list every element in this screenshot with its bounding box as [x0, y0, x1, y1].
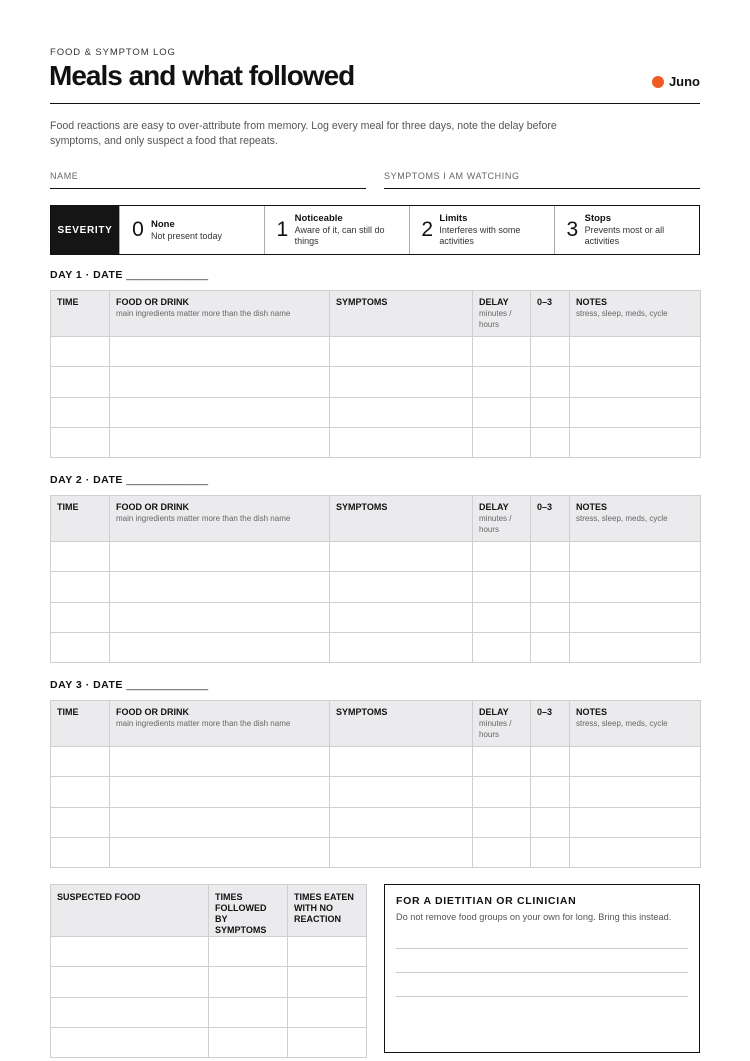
table-cell[interactable] — [570, 337, 701, 367]
table-cell[interactable] — [51, 427, 110, 457]
severity-scale — [50, 205, 700, 255]
table-cell[interactable] — [330, 572, 473, 602]
table-cell[interactable] — [570, 777, 701, 807]
table-cell[interactable] — [570, 632, 701, 662]
page-title: Meals and what followed — [49, 60, 355, 91]
table-cell[interactable] — [473, 367, 531, 397]
severity-number: 0 — [132, 218, 144, 241]
col-severity: 0–3 — [531, 291, 570, 337]
table-cell[interactable] — [51, 632, 110, 662]
table-cell[interactable] — [570, 807, 701, 837]
table-cell[interactable] — [110, 427, 330, 457]
brand-logo — [652, 74, 700, 89]
table-cell[interactable] — [51, 572, 110, 602]
table-cell[interactable] — [110, 837, 330, 867]
severity-description: Aware of it, can still do things — [294, 225, 385, 246]
table-cell[interactable] — [110, 807, 330, 837]
col-time: TIME — [51, 496, 110, 542]
table-cell[interactable] — [288, 1027, 367, 1057]
col-notes: NOTES stress, sleep, meds, cycle — [570, 701, 701, 747]
day-label-text: DAY 3 · DATE — [50, 679, 123, 691]
table-cell[interactable] — [473, 427, 531, 457]
table-cell[interactable] — [531, 777, 570, 807]
table-cell[interactable] — [570, 747, 701, 777]
table-row — [51, 572, 701, 602]
symptoms-field-label: SYMPTOMS I AM WATCHING — [384, 171, 520, 181]
table-cell[interactable] — [531, 837, 570, 867]
table-cell[interactable] — [531, 807, 570, 837]
severity-description: Interferes with some activities — [439, 225, 521, 246]
col-suspected-food: SUSPECTED FOOD — [51, 885, 209, 937]
severity-label: Stops — [584, 213, 611, 224]
table-cell[interactable] — [51, 777, 110, 807]
table-row — [51, 997, 367, 1027]
severity-description: Prevents most or all activities — [584, 225, 665, 246]
severity-number: 1 — [276, 218, 289, 241]
table-cell[interactable] — [531, 632, 570, 662]
table-cell[interactable] — [330, 807, 473, 837]
table-cell[interactable] — [51, 837, 110, 867]
table-cell[interactable] — [330, 602, 473, 632]
writing-line[interactable] — [396, 972, 688, 973]
table-cell[interactable] — [330, 837, 473, 867]
table-cell[interactable] — [51, 397, 110, 427]
severity-label: Limits — [439, 213, 468, 224]
table-row — [51, 427, 701, 457]
severity-level-0 — [119, 206, 264, 254]
writing-line[interactable] — [396, 996, 688, 997]
table-row — [51, 337, 701, 367]
table-cell[interactable] — [330, 367, 473, 397]
table-cell[interactable] — [570, 427, 701, 457]
severity-level-2 — [409, 206, 554, 254]
col-time: TIME — [51, 291, 110, 337]
col-time: TIME — [51, 701, 110, 747]
clinician-title: FOR A DIETITIAN OR CLINICIAN — [396, 895, 577, 907]
date-blank: ______________ — [126, 269, 209, 281]
symptoms-watching-field[interactable] — [384, 171, 700, 189]
table-cell[interactable] — [330, 747, 473, 777]
severity-number: 3 — [566, 218, 579, 241]
table-cell[interactable] — [51, 967, 209, 997]
table-cell[interactable] — [330, 542, 473, 572]
date-blank: ______________ — [126, 474, 209, 486]
date-blank: ______________ — [126, 679, 209, 691]
table-cell[interactable] — [51, 1027, 209, 1057]
table-cell[interactable] — [51, 997, 209, 1027]
table-cell[interactable] — [51, 337, 110, 367]
table-cell[interactable] — [473, 632, 531, 662]
table-row — [51, 777, 701, 807]
form-eyebrow: FOOD & SYMPTOM LOG — [50, 47, 176, 58]
table-cell[interactable] — [473, 572, 531, 602]
table-cell[interactable] — [330, 337, 473, 367]
table-row — [51, 602, 701, 632]
table-cell[interactable] — [570, 397, 701, 427]
day-2-label — [50, 474, 208, 486]
table-row — [51, 807, 701, 837]
table-cell[interactable] — [209, 997, 288, 1027]
table-cell[interactable] — [531, 542, 570, 572]
day-2-log-table — [50, 495, 701, 663]
table-cell[interactable] — [330, 397, 473, 427]
table-cell[interactable] — [570, 572, 701, 602]
table-cell[interactable] — [330, 427, 473, 457]
table-cell[interactable] — [110, 777, 330, 807]
severity-level-1 — [264, 206, 409, 254]
table-row — [51, 837, 701, 867]
table-cell[interactable] — [531, 602, 570, 632]
table-row — [51, 747, 701, 777]
table-cell[interactable] — [51, 747, 110, 777]
table-cell[interactable] — [531, 572, 570, 602]
table-cell[interactable] — [51, 367, 110, 397]
day-label-text: DAY 2 · DATE — [50, 474, 123, 486]
col-symptoms: SYMPTOMS — [330, 291, 473, 337]
table-cell[interactable] — [110, 632, 330, 662]
day-1-log-table — [50, 290, 701, 458]
table-cell[interactable] — [110, 572, 330, 602]
name-field[interactable] — [50, 171, 366, 189]
col-delay: DELAY minutes / hours — [473, 701, 531, 747]
suspected-food-table — [50, 884, 367, 1058]
severity-label: Noticeable — [294, 213, 343, 224]
table-cell[interactable] — [473, 602, 531, 632]
table-cell[interactable] — [531, 337, 570, 367]
clinician-notes-box — [384, 884, 700, 1053]
table-cell[interactable] — [531, 397, 570, 427]
table-cell[interactable] — [473, 397, 531, 427]
table-cell[interactable] — [110, 747, 330, 777]
table-cell[interactable] — [288, 997, 367, 1027]
col-times-followed: TIMES FOLLOWED BY SYMPTOMS — [209, 885, 288, 937]
day-3-label — [50, 679, 208, 691]
col-severity: 0–3 — [531, 496, 570, 542]
severity-label: None — [151, 218, 175, 230]
table-cell[interactable] — [531, 367, 570, 397]
brand-dot-icon — [652, 76, 664, 88]
clinician-subtitle: Do not remove food groups on your own for long. Bring this instead. — [396, 912, 672, 922]
day-1-label — [50, 269, 208, 281]
col-notes: NOTES stress, sleep, meds, cycle — [570, 496, 701, 542]
table-cell[interactable] — [110, 367, 330, 397]
table-cell[interactable] — [209, 1027, 288, 1057]
col-notes: NOTES stress, sleep, meds, cycle — [570, 291, 701, 337]
brand-name: Juno — [668, 74, 700, 89]
day-3-log-table — [50, 700, 701, 868]
table-cell[interactable] — [531, 747, 570, 777]
table-cell[interactable] — [110, 397, 330, 427]
table-cell[interactable] — [209, 937, 288, 967]
name-field-label: NAME — [50, 171, 79, 181]
table-row — [51, 967, 367, 997]
table-cell[interactable] — [51, 542, 110, 572]
intro-text: Food reactions are easy to over-attribute from memory. Log every meal for three days, note the delay before symptoms, and only suspect a food that repeats. — [50, 120, 557, 147]
table-cell[interactable] — [209, 967, 288, 997]
writing-line[interactable] — [396, 948, 688, 949]
table-cell[interactable] — [570, 837, 701, 867]
col-food: FOOD OR DRINK main ingredients matter more than the dish name — [110, 496, 330, 542]
table-cell[interactable] — [110, 542, 330, 572]
table-cell[interactable] — [288, 937, 367, 967]
table-cell[interactable] — [570, 542, 701, 572]
table-cell[interactable] — [51, 807, 110, 837]
col-food: FOOD OR DRINK main ingredients matter more than the dish name — [110, 701, 330, 747]
table-cell[interactable] — [473, 337, 531, 367]
table-row — [51, 937, 367, 967]
table-cell[interactable] — [288, 967, 367, 997]
col-times-no-reaction: TIMES EATEN WITH NO REACTION — [288, 885, 367, 937]
table-row — [51, 1027, 367, 1057]
table-cell[interactable] — [110, 337, 330, 367]
table-cell[interactable] — [51, 937, 209, 967]
col-delay: DELAY minutes / hours — [473, 496, 531, 542]
table-cell[interactable] — [330, 777, 473, 807]
severity-heading: SEVERITY — [51, 206, 119, 254]
table-cell[interactable] — [570, 367, 701, 397]
table-cell[interactable] — [51, 602, 110, 632]
col-delay: DELAY minutes / hours — [473, 291, 531, 337]
title-divider — [50, 103, 700, 104]
col-food: FOOD OR DRINK main ingredients matter more than the dish name — [110, 291, 330, 337]
table-cell[interactable] — [531, 427, 570, 457]
table-cell[interactable] — [473, 837, 531, 867]
table-cell[interactable] — [473, 542, 531, 572]
table-cell[interactable] — [473, 807, 531, 837]
col-severity: 0–3 — [531, 701, 570, 747]
day-label-text: DAY 1 · DATE — [50, 269, 123, 281]
severity-number: 2 — [421, 218, 434, 241]
table-cell[interactable] — [473, 747, 531, 777]
table-row — [51, 367, 701, 397]
table-row — [51, 397, 701, 427]
table-row — [51, 632, 701, 662]
severity-level-3 — [554, 206, 699, 254]
table-row — [51, 542, 701, 572]
table-cell[interactable] — [110, 602, 330, 632]
table-cell[interactable] — [473, 777, 531, 807]
col-symptoms: SYMPTOMS — [330, 496, 473, 542]
severity-description: Not present today — [151, 230, 223, 241]
table-cell[interactable] — [570, 602, 701, 632]
table-cell[interactable] — [330, 632, 473, 662]
col-symptoms: SYMPTOMS — [330, 701, 473, 747]
